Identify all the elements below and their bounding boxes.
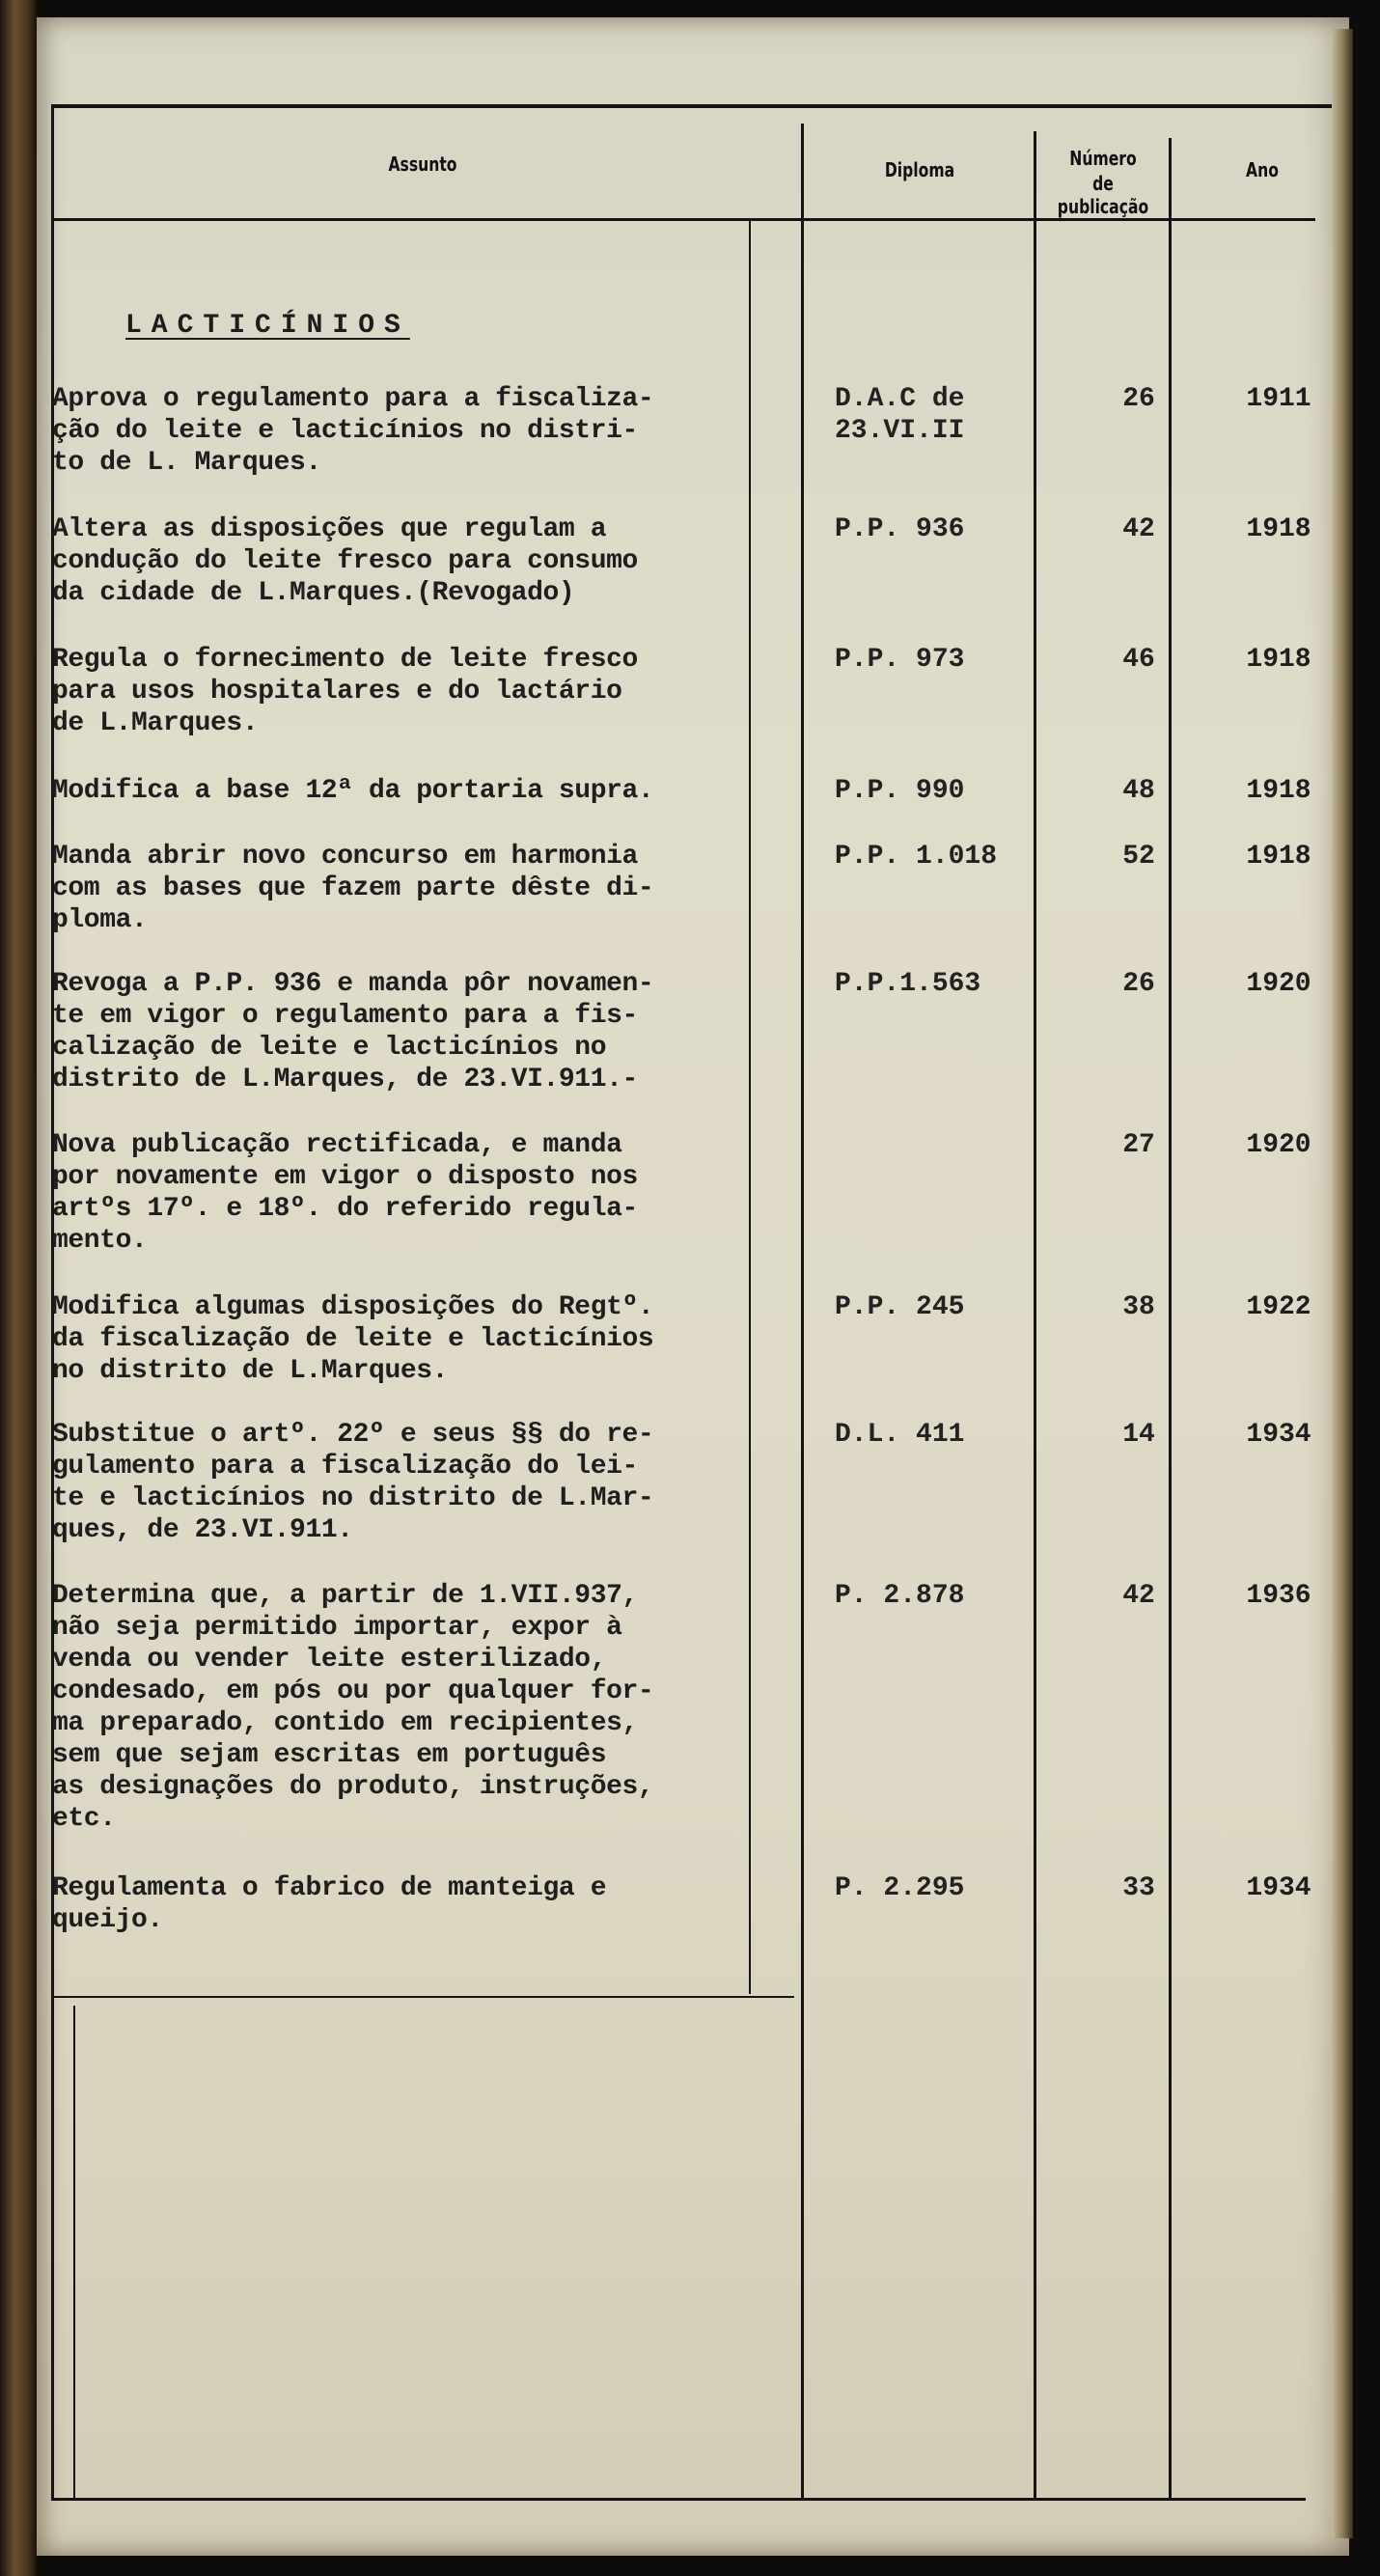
entry-ano: 1918	[1246, 645, 1311, 675]
entry-ano: 1920	[1246, 1130, 1311, 1160]
entry-diploma: P.P.1.563	[835, 969, 981, 999]
entry-subject: Modifica a base 12ª da portaria supra.	[52, 776, 654, 806]
header-assunto: Assunto	[388, 152, 457, 176]
entry-numero: 48	[1122, 776, 1155, 806]
header-ano: Ano	[1246, 158, 1279, 181]
entry-subject: Manda abrir novo concurso em harmonia com as bases que fazem parte dêste di- ploma.	[52, 842, 654, 935]
assunto-diploma-divider	[801, 124, 804, 2498]
entry-ano: 1920	[1246, 969, 1311, 999]
top-rule	[51, 104, 1335, 108]
bottom-rule	[51, 2498, 1306, 2501]
entry-diploma: P.P. 936	[835, 514, 965, 544]
entry-diploma: P.P. 245	[835, 1292, 965, 1322]
entry-ano: 1918	[1246, 842, 1311, 872]
header-numero-line2: de publicação	[1057, 172, 1149, 218]
entry-ano: 1934	[1246, 1873, 1311, 1903]
entry-diploma: P. 2.878	[835, 1581, 965, 1611]
entry-ano: 1936	[1246, 1581, 1311, 1611]
header-rule	[51, 218, 1315, 221]
entry-ano: 1922	[1246, 1292, 1311, 1322]
entry-numero: 38	[1122, 1292, 1155, 1322]
entry-diploma: P.P. 973	[835, 645, 965, 675]
entry-subject: Altera as disposições que regulam a condução do leite fresco para consumo da cidade de L.Marques.(Revogado)	[52, 514, 638, 608]
entry-subject: Revoga a P.P. 936 e manda pôr novamen- te em vigor o regulamento para a fis- calização de leite e lacticínios no distrito de L.Marques, de 23.VI.911.-	[52, 969, 654, 1094]
entry-numero: 46	[1122, 645, 1155, 675]
entry-subject: Nova publicação rectificada, e manda por novamente em vigor o disposto nos artºs 17º. e 18º. do referido regula- mento.	[52, 1130, 638, 1256]
entry-ano: 1934	[1246, 1420, 1311, 1450]
header-diploma: Diploma	[884, 158, 955, 181]
entry-diploma: D.L. 411	[835, 1420, 965, 1450]
entry-ano: 1911	[1246, 384, 1311, 414]
entry-subject: Regula o fornecimento de leite fresco para usos hospitalares e do lactário de L.Marques.	[52, 645, 638, 738]
entry-numero: 33	[1122, 1873, 1155, 1903]
entry-subject: Regulamenta o fabrico de manteiga e queijo.	[52, 1873, 607, 1935]
entry-subject: Aprova o regulamento para a fiscaliza- ção do leite e lacticínios no distri- to de L. Marques.	[52, 384, 654, 478]
entry-diploma: D.A.C de 23.VI.II	[835, 384, 965, 446]
entry-diploma: P.P. 990	[835, 776, 965, 806]
entry-numero: 27	[1122, 1130, 1155, 1160]
entry-numero: 42	[1122, 1581, 1155, 1611]
book-binding	[0, 0, 37, 2576]
entry-subject: Substitue o artº. 22º e seus §§ do re- gulamento para a fiscalização do lei- te e lacticínios no distrito de L.Mar- ques, de 23.VI.911.	[52, 1420, 654, 1545]
entry-subject: Modifica algumas disposições do Regtº. da fiscalização de leite e lacticínios no distrito de L.Marques.	[52, 1292, 654, 1386]
entry-ano: 1918	[1246, 776, 1311, 806]
assunto-box-bottom-rule	[51, 1996, 794, 1998]
section-title: LACTICÍNIOS	[125, 311, 410, 341]
entry-numero: 26	[1122, 969, 1155, 999]
header-numero-line1: Número	[1069, 147, 1137, 170]
entry-numero: 42	[1122, 514, 1155, 544]
entry-numero: 26	[1122, 384, 1155, 414]
entry-diploma: P.P. 1.018	[835, 842, 998, 872]
entry-subject: Determina que, a partir de 1.VII.937, não seja permitido importar, expor à venda ou vender leite esterilizado, condesado, em pós ou por qualquer for- ma preparado, contido em recipientes, sem que sejam escritas em português as designações do produto, instruções, etc.	[52, 1581, 654, 1834]
entry-ano: 1918	[1246, 514, 1311, 544]
entry-diploma: P. 2.295	[835, 1873, 965, 1903]
secondary-left-rule	[73, 2006, 75, 2498]
entry-numero: 14	[1122, 1420, 1155, 1450]
entry-numero: 52	[1122, 842, 1155, 872]
